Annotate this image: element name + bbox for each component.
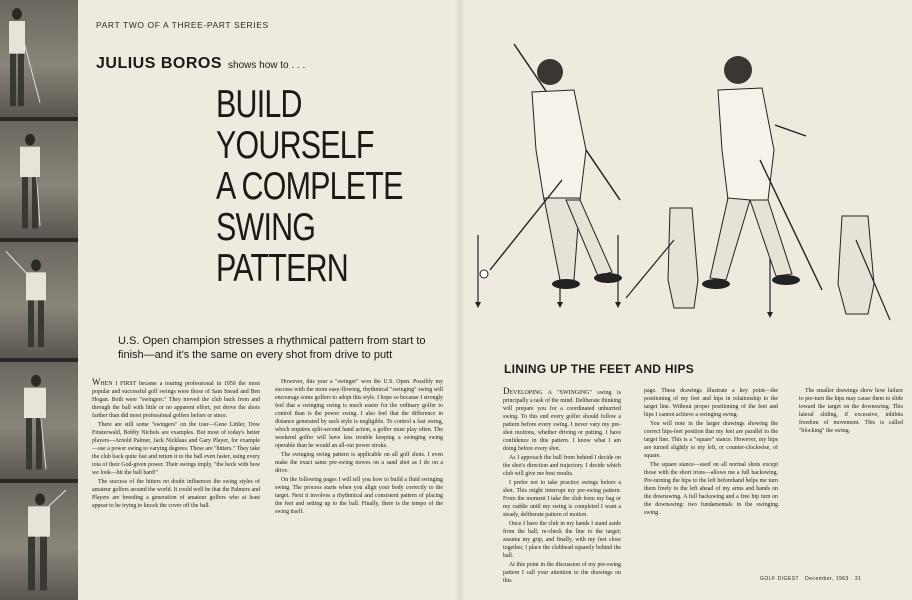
paragraph: The square stance—used on all normal shots except those with the short irons—allows me a full backswing. Pre-turning the hips to the left beforehand helps me turn them freely to the left ahead of my arms and hands on the downswing. A full backswing and a free hip turn on the downswing: two fundamentals in the swinging swing. <box>644 462 778 516</box>
page-number: 31 <box>854 576 862 582</box>
dropcap: W <box>92 377 101 387</box>
paragraph-text: swing is principally a task of the mind. Deliberate thinking will prepare you for a coordinated unhurried swing. To this end every golfer should follow a pattern before every swing. I never vary my pre-shot motions, whether driving or putting. I have confidence in this pattern. I know what I am doing before every shot. <box>503 390 621 452</box>
paragraph: There are still some "swingers" on the tour—Gene Littler, Dow Finsterwald, Bobby Nichols are examples. But most of today's better players—Arnold Palmer, Jack Nicklaus and Gary Player, for example —use a power swing to varying degrees. These are "hitters." They take the club back quite fast and return it to the ball even faster, using every iota of their God-given power. Their swings imply, "the heck with how we look—hit the ball hard!" <box>92 422 260 476</box>
page-gutter <box>455 0 465 600</box>
paragraph: The swinging swing pattern is applicable on all golf shots. I even make the exact same pre-swing moves on a sand shot as I do on a drive. <box>275 452 443 474</box>
text-column <box>92 378 260 511</box>
author-line <box>96 55 305 73</box>
paragraph: You will note in the larger drawings showing the correct hips-feet position that my feet are parallel to the target line. This is a "square" stance. However, my hips are turned slightly to my left, or counter-clockwise, of square. <box>644 421 778 459</box>
swing-photo <box>0 242 78 359</box>
paragraph: The success of the hitters no doubt influences the swing styles of amateur golfers around the world. It could well be that the Palmers and Players are breeding a generation of amateur golfers who at least appear to be trying to knock the cover off the ball. <box>92 479 260 509</box>
paragraph <box>92 378 260 420</box>
photo-strip <box>0 0 78 600</box>
paragraph: On the following pages I will tell you how to build a fluid swinging swing. The process starts when you align your body correctly to the target. Next it involves a rhythmical and consistent pattern of placing the feet and setting up to the ball. Finally, there is the tempo of the swing itself. <box>275 477 443 515</box>
paragraph: I prefer not to take practice swings before a shot. This might interrupt my pre-swing pattern. From the moment I take the club from my bag or my caddie until my swing is completed I want a steady, deliberate pattern of motion. <box>503 480 621 518</box>
issue-date: December, 1963 <box>805 576 849 582</box>
text-column <box>799 387 903 436</box>
paragraph: However, this year a "swinger" won the U.S. Open. Possibly my success with the more easy-flowing, rhythmical "swinging" swing will encourage some golfers to adopt this style. I hope so because I strongly feel that a swinging swing is much easier for the ordinary golfer to control than is the power swing. I also feel that the difference in distance generated by each style is negligible. To control a fast swing, which requires split-second hand action, a golfer must play often. The weekend golfer will have less trouble keeping a swinging swing operable than he would an all-out power stroke. <box>275 379 444 449</box>
article-title <box>216 84 455 289</box>
title-line: A COMPLETE <box>216 165 403 208</box>
page-footer <box>760 576 867 582</box>
paragraph-text: became a touring professional in 1950 the most popular and successful golf swings were those of Sam Snead and Ben Hogan. Both were "swingers." They moved the club back from and through the ball with little or no apparent effort, yet drove the shots farther than did most professional golfers before or since. <box>92 381 260 419</box>
series-label: PART TWO OF A THREE-PART SERIES <box>96 20 269 30</box>
deck: U.S. Open champion stresses a rhythmical pattern from start to finish—and it's the same on every shot from drive to putt <box>118 335 426 361</box>
swing-photo <box>0 0 78 117</box>
lead-in: HEN I FIRST <box>100 381 137 387</box>
title-line: YOURSELF <box>216 124 374 167</box>
paragraph: page. These drawings illustrate a key point—the positioning of my feet and hips in relationship to the target line. Without proper positioning of the feet and hips I cannot achieve a swinging swing. <box>644 388 778 418</box>
text-column <box>503 387 621 586</box>
paragraph: As I approach the ball from behind I decide on the shot's direction and trajectory. I decide which club will give me best results. <box>503 455 621 477</box>
title-line: PATTERN <box>216 247 349 290</box>
magazine-name: GOLF DIGEST <box>760 576 800 582</box>
text-column <box>275 378 443 517</box>
swing-photo <box>0 121 78 238</box>
paragraph: The smaller drawings show how failure to pre-turn the hips may cause them to slide toward the target on the downswing. This lateral sliding, if excessive, inhibits freedom of movement. This is called "blocking" the swing. <box>799 388 903 434</box>
swing-photo <box>0 483 78 600</box>
section-heading: LINING UP THE FEET AND HIPS <box>504 362 695 376</box>
lead-in: EVELOPING A "SWINGING" <box>509 390 592 396</box>
swing-illustration <box>470 40 906 330</box>
paragraph <box>503 387 621 453</box>
title-line: SWING <box>216 206 316 249</box>
author-intro: shows how to . . . <box>228 60 306 71</box>
title-line: BUILD <box>216 83 302 126</box>
paragraph: At this point in the discussion of my pre-swing pattern I call your attention to the drawings on this <box>503 562 621 584</box>
author-name: JULIUS BOROS <box>96 55 223 72</box>
dropcap: D <box>503 386 510 396</box>
swing-photo <box>0 362 78 479</box>
paragraph: Once I have the club in my hands I stand aside from the ball; re-check the line to the target; assume my grip, and finally, with my feet close together, I place the clubhead squarely behind the ball. <box>503 521 621 559</box>
text-column <box>644 387 778 518</box>
